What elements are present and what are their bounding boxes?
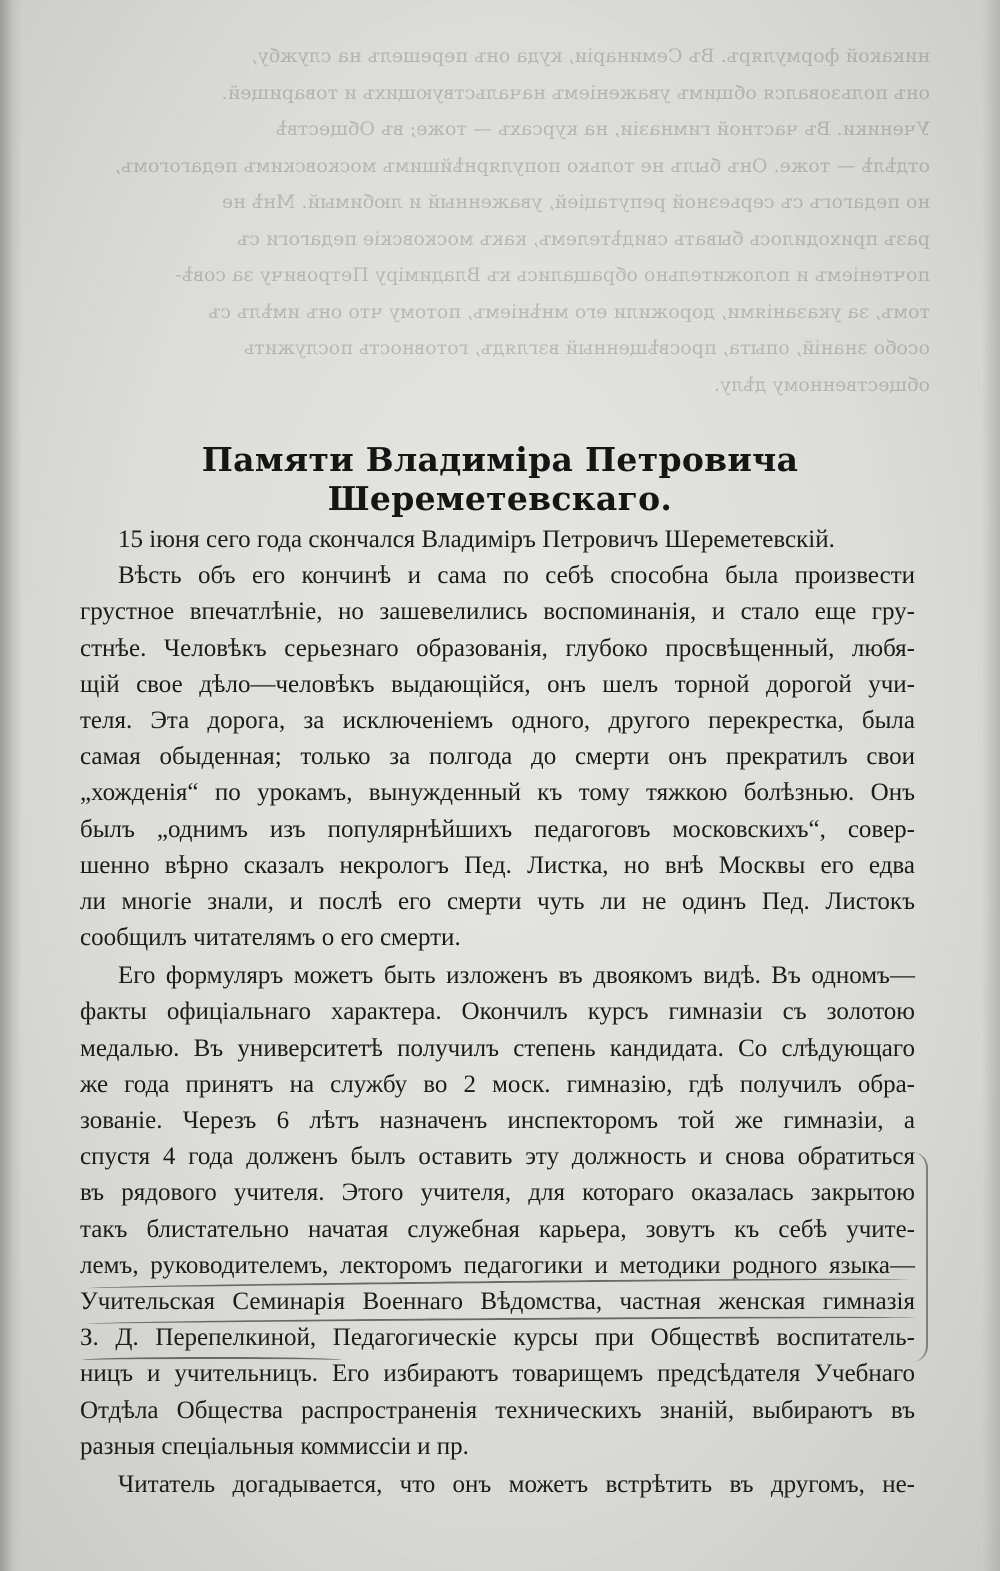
body-line: былъ „однимъ изъ популярнѣйшихъ педагоговъ московскихъ“, совер- xyxy=(80,815,915,843)
page-edge-shadow xyxy=(982,0,1000,1571)
body-line: разныя спеціальныя коммиссіи и пр. xyxy=(80,1432,469,1460)
body-line: въ рядового учителя. Этого учителя, для котораго оказалась закрытою xyxy=(80,1179,915,1207)
body-line: щій свое дѣло—человѣкъ выдающійся, онъ шелъ торной дорогой учи- xyxy=(80,670,915,698)
body-line: Читатель догадывается, что онъ можетъ встрѣтить въ другомъ, не- xyxy=(118,1470,915,1498)
body-line: Вѣсть объ его кончинѣ и сама по себѣ способна была произвести xyxy=(118,562,915,590)
body-line: такъ блистательно начатая служебная карьера, зовутъ къ себѣ учите- xyxy=(80,1215,915,1243)
body-line: лемъ, руководителемъ, лекторомъ педагогики и методики родного языка— xyxy=(80,1251,915,1279)
body-line: теля. Эта дорога, за исключеніемъ одного, другого перекрестка, была xyxy=(80,706,915,734)
bleed-line: никакой формуляръ. Въ Семинаріи, куда онъ перешелъ на службу, xyxy=(251,45,930,67)
body-line: ли многіе знали, и послѣ его смерти чуть ли не одинъ Пед. Листокъ xyxy=(80,887,915,915)
bleed-line: но педагогъ съ серьезной репутаціей, уваженный и любимый. Мнѣ не xyxy=(221,191,930,213)
bleed-line: томъ, за указаніями, дорожили его мнѣніемъ, потому что онъ имѣлъ съ xyxy=(208,300,930,323)
body-line: ницъ и учительницъ. Его избираютъ товарищемъ предсѣдателя Учебнаго xyxy=(80,1360,915,1388)
body-line: Его формуляръ можетъ быть изложенъ въ двоякомъ видѣ. Въ одномъ— xyxy=(118,962,915,990)
bleed-line: общественному дѣлу. xyxy=(713,373,930,396)
body-line: грустное впечатлѣніе, но зашевелились воспоминанія, и стало еще гру- xyxy=(80,598,915,626)
body-line: З. Д. Перепелкиной, Педагогическіе курсы при Обществѣ воспитатель- xyxy=(80,1324,915,1352)
body-line: шенно вѣрно сказалъ некрологъ Пед. Листка, но внѣ Москвы его едва xyxy=(80,851,915,879)
body-line: же года принятъ на службу во 2 моск. гимназію, гдѣ получилъ обра- xyxy=(80,1070,915,1098)
bleed-line: разъ приходилось бывать свидѣтелемъ, какъ московскіе педагоги съ xyxy=(237,227,930,250)
article-body xyxy=(80,522,915,1503)
bleed-line: онъ пользовался общимъ уваженіемъ начальствующихъ и товарищей. xyxy=(221,81,930,104)
body-line: сообщилъ читателямъ о его смерти. xyxy=(80,924,461,952)
article-title: Памяти Владиміра Петровича Шереметевскаго. xyxy=(201,440,799,518)
body-line: зованіе. Черезъ 6 лѣтъ назначенъ инспекторомъ той же гимназіи, а xyxy=(80,1107,915,1134)
bleed-line: отдѣлѣ — тоже. Онъ былъ не только популярнѣйшимъ московскимъ педагогомъ, xyxy=(114,154,930,177)
body-line: факты офиціальнаго характера. Окончилъ курсъ гимназіи съ золотою xyxy=(80,998,915,1026)
pencil-underline xyxy=(82,1357,342,1363)
pencil-margin-bracket xyxy=(912,1152,928,1362)
bleed-through-text xyxy=(70,38,930,458)
body-line: Учительская Семинарія Военнаго Вѣдомства, частная женская гимназія xyxy=(80,1287,915,1315)
body-line: спустя 4 года долженъ былъ оставить эту должность и снова обратиться xyxy=(80,1143,915,1171)
bleed-line: почтеніемъ и положительно обращались къ Владиміру Петровичу за совѣ- xyxy=(175,264,930,286)
body-line: самая обыденная; только за полгода до смерти онъ прекратилъ свои xyxy=(80,743,915,771)
body-line: Отдѣла Общества распространенія техническихъ знаній, выбираютъ въ xyxy=(80,1396,915,1424)
body-line: медалью. Въ университетѣ получилъ степень кандидата. Со слѣдующаго xyxy=(80,1034,915,1062)
bleed-line: особо знаній, опыта, просвѣщенный взглядъ, готовность послужить xyxy=(243,337,930,359)
bleed-line: Ученики. Въ частной гимназіи, на курсахъ — тоже; въ Обществѣ xyxy=(275,118,930,140)
page-binding-shadow xyxy=(0,0,22,1571)
body-line: стнѣе. Человѣкъ серьезнаго образованія, глубоко просвѣщенный, любя- xyxy=(80,634,915,662)
body-line: 15 іюня сего года скончался Владиміръ Петровичъ Шереметевскій. xyxy=(118,526,835,553)
body-line: „хожденія“ по урокамъ, вынужденный къ тому тяжкою болѣзнью. Онъ xyxy=(80,779,915,807)
